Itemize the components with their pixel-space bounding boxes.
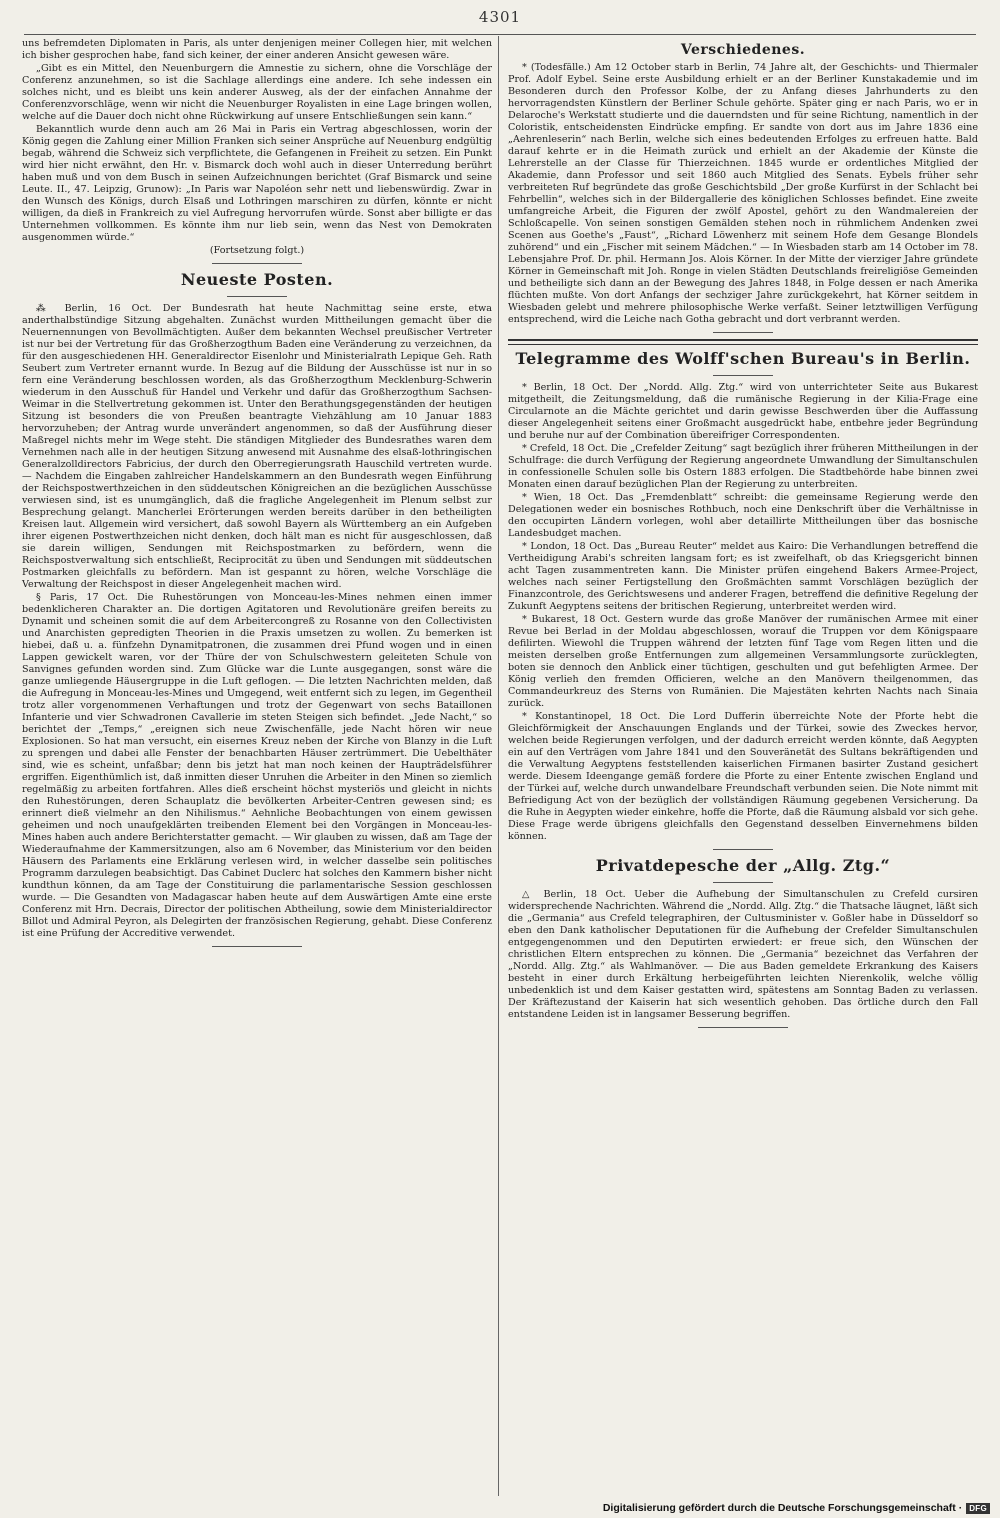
column-divider — [498, 36, 499, 1496]
telegram-item: * Wien, 18 Oct. Das „Fremdenblatt“ schreibt: die gemeinsame Regierung werde den Delegationen weder ein bosnisches Rothbuch, noch eine Denkschrift über die Verhältnisse in den occupirten Ländern vorlegen, wohl aber detaillirte Mittheilungen über das bosnische Landesbudget machen. — [508, 492, 978, 539]
left-column — [22, 38, 492, 953]
right-column — [508, 38, 978, 1034]
left-paragraph: „Gibt es ein Mittel, den Neuenburgern die Amnestie zu sichern, ohne die Vorschläge der Conferenz anzunehmen, so ist die Sachlage allerdings eine andere. Ich sehe indessen ein solches nicht, und es bleibt uns kein anderer Ausweg, als der der einfachen Annahme der Conferenzvorschläge, wenn wir nicht die Neuenburger Royalisten in eine Lage bringen wollen, welche auf die Dauer doch nicht ohne Rückwirkung auf unsere Entschließungen sein kann.“ — [22, 63, 492, 122]
news-item-paris: § Paris, 17 Oct. Die Ruhestörungen von Monceau-les-Mines nehmen einen immer bedenklicheren Charakter an. Die dortigen Agitatoren und Revolutionäre greifen bereits zu Dynamit und scheinen somit die auf dem Arbeitercongreß zu Rosanne von den Collectivisten und Anarchisten gepredigten Theorien in die Praxis umsetzen zu wollen. Zu bemerken ist hiebei, daß u. a. fünfzehn Dynamitpatronen, die zusammen drei Pfund wogen und in einen Lappen gewickelt waren, vor der Thüre der von Schulschwestern geleiteten Schule von Sanvignes gefunden worden sind. Zum Glücke war die Lunte ausgegangen, sonst wäre die ganze umliegende Häusergruppe in die Luft geflogen. — Die letzten Nachrichten melden, daß die Aufregung in Monceau-les-Mines und Umgegend, weit entfernt sich zu legen, im Gegentheil trotz aller vorgenommenen Verhaftungen und trotz der Gegenwart von sechs Bataillonen Infanterie und vier Schwadronen Cavallerie im steten Steigen sich befindet. „Jede Nacht,“ so berichtet der „Temps,“ „ereignen sich neue Zwischenfälle, jede Nacht hören wir neue Explosionen. So hat man versucht, ein eisernes Kreuz neben der Kirche von Blanzy in die Luft zu sprengen und dabei alle Fenster der benachbarten Häuser zertrümmert. Die Uebelthäter sind, wie es scheint, unfaßbar; denn bis jetzt hat man noch keinen der Haupträdelsführer ergriffen. Eigenthümlich ist, daß inmitten dieser Unruhen die Arbeiter in den Minen so ziemlich regelmäßig zu arbeiten fortfahren. Alles dieß erscheint höchst mysteriös und gleicht in nichts den Ruhestörungen, deren Schauplatz die bevölkerten Arbeiter-Centren gewesen sind; es erinnert dieß vielmehr an den Nihilismus.“ Aehnliche Beobachtungen von einem gewissen geheimen und noch unaufgeklärten treibenden Element bei den Vorgängen in Monceau-les-Mines haben auch andere Berichterstatter gemacht. — Wir glauben zu wissen, daß am Tage der Wiederaufnahme der Kammersitzungen, also am 6 November, das Ministerium vor den beiden Häusern des Parlaments eine Erklärung verlesen wird, in welcher dasselbe sein politisches Programm darzulegen beabsichtigt. Das Cabinet Duclerc hat solches den Kammern bisher nicht kundthun können, da am Tage der Constituirung die parlamentarische Session geschlossen wurde. — Die Gesandten von Madagascar haben heute auf dem Auswärtigen Amte eine erste Conferenz mit Hrn. Decrais, Director der politischen Abtheilung, sowie dem Ministerialdirector Billot und Admiral Peyron, als Delegirten der französischen Regierung, gehabt. Diese Conferenz ist eine Prüfung der Accreditive verwendet. — [22, 592, 492, 939]
misc-text: * (Todesfälle.) Am 12 October starb in Berlin, 74 Jahre alt, der Geschichts- und Thiermaler Prof. Adolf Eybel. Seine erste Ausbildung erhielt er an der Berliner Kunstakademie und im Besonderen durch den Professor Kolbe, der zu Anfang dieses Jahrhunderts zu den hervorragendsten Künstlern der Berliner Schule gehörte. Später ging er nach Paris, wo er in Delaroche's Werkstatt studierte und die dauerndsten und für seine Richtung, namentlich in der Coloristik, entscheidensten Eindrücke empfing. Er sandte von dort aus im Jahre 1836 eine „Aehrenleserin“ nach Berlin, welche sich eines bedeutenden Erfolges zu erfreuen hatte. Bald darauf kehrte er in die Heimath zurück und erhielt an der Akademie der Künste die Lehrerstelle an der Classe für Thierzeichnen. 1845 wurde er ordentliches Mitglied der Akademie, dann Professor und seit 1860 auch Mitglied des Senats. Eybels früher sehr verbreiteten Ruf begründete das große Geschichtsbild „Der große Kurfürst in der Schlacht bei Fehrbellin“, welches sich in der Bildergallerie des königlichen Schlosses befindet. Eine zweite umfangreiche Arbeit, die Figuren der zwölf Apostel, gehört zu den Wandmalereien der Schloßcapelle. Von seinen sonstigen Gemälden stehen noch in rühmlichem Andenken zwei Scenen aus Goethe's „Faust“, „Richard Löwenherz mit seinem Hofe dem Gesange Blondels zuhörend“ und ein „Fischer mit seinem Mädchen.“ — In Wiesbaden starb am 14 October im 78. Lebensjahre Prof. Dr. phil. Hermann Jos. Alois Körner. In der Mitte der vierziger Jahre gründete Körner in Gemeinschaft mit Joh. Ronge in vielen Städten Deutschlands freireligiöse Gemeinden und betheiligte sich dann an der Bewegung des Jahres 1848, in Folge dessen er nach Amerika flüchten mußte. Von dort Anfangs der sechziger Jahre zurückgekehrt, hat Körner seitdem in Wiesbaden gelebt und mehrere philosophische Werke verfaßt. Seiner letztwilligen Verfügung entsprechend, wird die Leiche nach Gotha gebracht und dort verbrannt werden. — [508, 62, 978, 325]
telegram-item: * London, 18 Oct. Das „Bureau Reuter“ meldet aus Kairo: Die Verhandlungen betreffend die Vertheidigung Arabi's schreiten langsam fort; es ist zweifelhaft, ob das Kriegsgericht binnen acht Tagen zusammentreten kann. Die Minister prüfen eingehend Bakers Armee-Project, welches nach seiner Fertigstellung den Großmächten sammt Vorschlägen bezüglich der Finanzcontrole, des Gerichtswesens und anderer Fragen, betreffend die definitive Regelung der Zukunft Aegyptens seitens der britischen Regierung, unterbreitet werden wird. — [508, 541, 978, 612]
continued-note: (Fortsetzung folgt.) — [209, 245, 305, 256]
footer — [603, 1500, 990, 1516]
section-title-neueste-posten: Neueste Posten. — [180, 270, 334, 289]
telegram-item: * Konstantinopel, 18 Oct. Die Lord Dufferin überreichte Note der Pforte hebt die Gleichförmigkeit der Anschauungen Englands und der Türkei, sowie des Zweckes hervor, welchen beide Regierungen verfolgen, und der dadurch erreicht werden könnte, daß Aegypten ein auf den Verträgen vom Jahre 1841 und den Souveränetät des Sultans bekräftigenden und die Verwaltung Aegyptens feststellenden kaiserlichen Firmanen basirter Zustand gesichert werde. Diesem Ideengange gemäß fordere die Pforte zu einer Entente zwischen England und der Türkei auf, welche durch unwandelbare Freundschaft verbunden seien. Die Note nimmt mit Befriedigung Act von der bezüglich der vollständigen Räumung gegebenen Versicherung. Da die Ruhe in Aegypten wieder einkehre, hoffe die Pforte, daß die Räumung alsbald vor sich gehe. Diese Frage werde übrigens gleichfalls den Gegenstand desselben Einvernehmens bilden können. — [508, 711, 978, 842]
separator-rule — [713, 332, 773, 333]
left-paragraph: Bekanntlich wurde denn auch am 26 Mai in Paris ein Vertrag abgeschlossen, worin der König gegen die Zahlung einer Million Franken sich seiner Ansprüche auf Neuenburg endgültig begab, während die Schweiz sich verpflichtete, die Gefangenen in Freiheit zu setzen. Ein Punkt wird hier nicht erwähnt, den Hr. v. Bismarck doch wohl auch in dieser Unterredung berührt haben muß und von dem Busch in seinen Aufzeichnungen berichtet (Graf Bismarck und seine Leute. II., 47. Leipzig, Grunow): „In Paris war Napoléon sehr nett und liebenswürdig. Zwar in den Wunsch des Königs, durch Elsaß und Lothringen marschiren zu dürfen, könnte er nicht willigen, da dieß in Frankreich zu viel Aufregung hervorrufen würde. Sonst aber billigte er das Unternehmen vollkommen. Es könnte ihm nur lieb sein, wenn das Nest von Demokraten ausgenommen würde.“ — [22, 124, 492, 243]
separator-rule — [212, 946, 302, 947]
telegram-item: * Berlin, 18 Oct. Der „Nordd. Allg. Ztg.“ wird von unterrichteter Seite aus Bukarest mitgetheilt, die Zeitungsmeldung, daß die rumänische Regierung in der Kilia-Frage eine Circularnote an die Mächte gerichtet und darin gewisse Beschwerden über die Auffassung dieser Angelegenheit seitens einer Großmacht ausgedrückt habe, entbehre jeder Begründung und beruhe nur auf der Combination übereifriger Correspondenten. — [508, 382, 978, 441]
private-dispatch-text: △ Berlin, 18 Oct. Ueber die Aufhebung der Simultanschulen zu Crefeld cursiren widersprechende Nachrichten. Während die „Nordd. Allg. Ztg.“ die Thatsache läugnet, läßt sich die „Germania“ aus Crefeld telegraphiren, der Cultusminister v. Goßler habe in Düsseldorf so eben den Dank katholischer Deputationen für die Aufhebung der Crefelder Simultanschulen entgegengenommen und den Deputirten erwiedert: er freue sich, den Wünschen der christlichen Eltern entsprechen zu können. Die „Germania“ bezeichnet das Verfahren der „Nordd. Allg. Ztg.“ als Wahlmanöver. — Die aus Baden gemeldete Erkrankung des Kaisers besteht in einer durch Erkältung herbeigeführten leichten Nierenkolik, welche völlig unbedenklich ist und dem Kaiser gestatten wird, spätestens am Sonntag Baden zu verlassen. Der Kräftezustand der Kaiserin hat sich wesentlich gehoben. Das örtliche durch den Fall entstandene Leiden ist in langsamer Besserung begriffen. — [508, 889, 978, 1020]
section-title-verschiedenes: Verschiedenes. — [680, 42, 806, 58]
dfg-logo-icon[interactable]: DFG — [966, 1503, 990, 1514]
separator-rule — [713, 849, 773, 850]
news-item-berlin: ⁂ Berlin, 16 Oct. Der Bundesrath hat heute Nachmittag seine erste, etwa anderthalbstündige Sitzung abgehalten. Zunächst wurden Mittheilungen gemacht über die Neuernennungen von Bevollmächtigten. Außer dem bekannten Wechsel preußischer Vertreter ist nur bei der Vertretung für das Großherzogthum Baden eine Veränderung zu verzeichnen, da für den ausgeschiedenen HH. Generaldirector Eisenlohr und Ministerialrath Lepique Geh. Rath Seubert zum Vertreter ernannt wurde. In Bezug auf die Bildung der Ausschüsse ist nur in so fern eine Veränderung beschlossen worden, als das Großherzogthum Mecklenburg-Schwerin wiederum in den Ausschuß für Handel und Verkehr und dafür das Großherzogthum Sachsen-Weimar in die Stellvertretung gekommen ist. Unter den Berathungsgegenständen der heutigen Sitzung ist besonders die von Preußen beantragte Viehzählung am 10 Januar 1883 hervorzuheben; der Antrag wurde unverändert angenommen, so daß der Ausführung dieser Maßregel nichts mehr im Wege steht. Die ständigen Mitglieder des Bundesrathes waren dem Vernehmen nach alle in der heutigen Sitzung anwesend mit Ausnahme des elsaß-lothringischen Generalzolldirectors Fabricius, der durch den Oberregierungsrath Hauschild vertreten wurde. — Nachdem die Eingaben zahlreicher Handelskammern an den Bundesrath wegen Einführung der Reichspostwerthzeichen in den süddeutschen Königreichen an die bezüglichen Ausschüsse verwiesen sind, ist es unumgänglich, daß die fragliche Angelegenheit im Plenum selbst zur Besprechung gelangt. Mancherlei Erörterungen werden bereits darüber in den betheiligten Kreisen laut. Allgemein wird versichert, daß sowohl Bayern als Württemberg an ein Aufgeben ihrer eigenen Postwerthzeichen nicht denken, doch hält man es nicht für ausgeschlossen, daß sie darein willigen, Sendungen mit Reichspostmarken zu befördern, wenn die Reichspostverwaltung sich entschließt, Reciprocität zu üben und Sendungen mit süddeutschen Postmarken gleichfalls zu befördern. Man ist gespannt zu hören, welche Vorschläge die Verwaltung der Reichspost in dieser Angelegenheit machen wird. — [22, 303, 492, 590]
separator-rule — [212, 263, 302, 264]
left-paragraph: uns befremdeten Diplomaten in Paris, als unter denjenigen meiner Collegen hier, mit welchen ich bisher gesprochen habe, fand sich keiner, der einer anderen Ansicht gewesen wäre. — [22, 38, 492, 61]
separator-rule — [698, 1027, 788, 1028]
section-title-privatdepesche: Privatdepesche der „Allg. Ztg.“ — [595, 856, 891, 875]
header-rule — [24, 34, 976, 35]
page-number: 4301 — [478, 8, 522, 26]
section-title-telegramme: Telegramme des Wolff'schen Bureau's in Berlin. — [515, 349, 971, 368]
separator-rule — [227, 296, 287, 297]
telegram-item: * Crefeld, 18 Oct. Die „Crefelder Zeitung“ sagt bezüglich ihrer früheren Mittheilungen in der Schulfrage: die durch Verfügung der Regierung angeordnete Umwandlung der Simultanschulen in confessionelle Schulen solle bis Ostern 1883 erfolgen. Die Stadtbehörde habe binnen zwei Monaten einen darauf bezüglichen Plan der Regierung zu unterbreiten. — [508, 443, 978, 490]
footer-text[interactable]: Digitalisierung gefördert durch die Deutsche Forschungsgemeinschaft · — [602, 1502, 963, 1514]
double-rule — [508, 339, 978, 345]
separator-rule — [713, 375, 773, 376]
separator-rule — [713, 882, 773, 883]
telegram-item: * Bukarest, 18 Oct. Gestern wurde das große Manöver der rumänischen Armee mit einer Revue bei Berlad in der Moldau abgeschlossen, worauf die Truppen vor dem Königspaare defilirten. Wiewohl die Truppen während der letzten fünf Tage vom Regen litten und die meisten derselben große Entfernungen zum allgemeinen Versammlungsorte zurücklegten, boten sie dennoch den Anblick einer tüchtigen, geschulten und gut befehligten Armee. Der König verlieh den fremden Officieren, welche an den Manövern theilgenommen, das Commandeurkreuz des Sterns von Rumänien. Die Majestäten kehrten Nachts nach Sinaia zurück. — [508, 614, 978, 709]
